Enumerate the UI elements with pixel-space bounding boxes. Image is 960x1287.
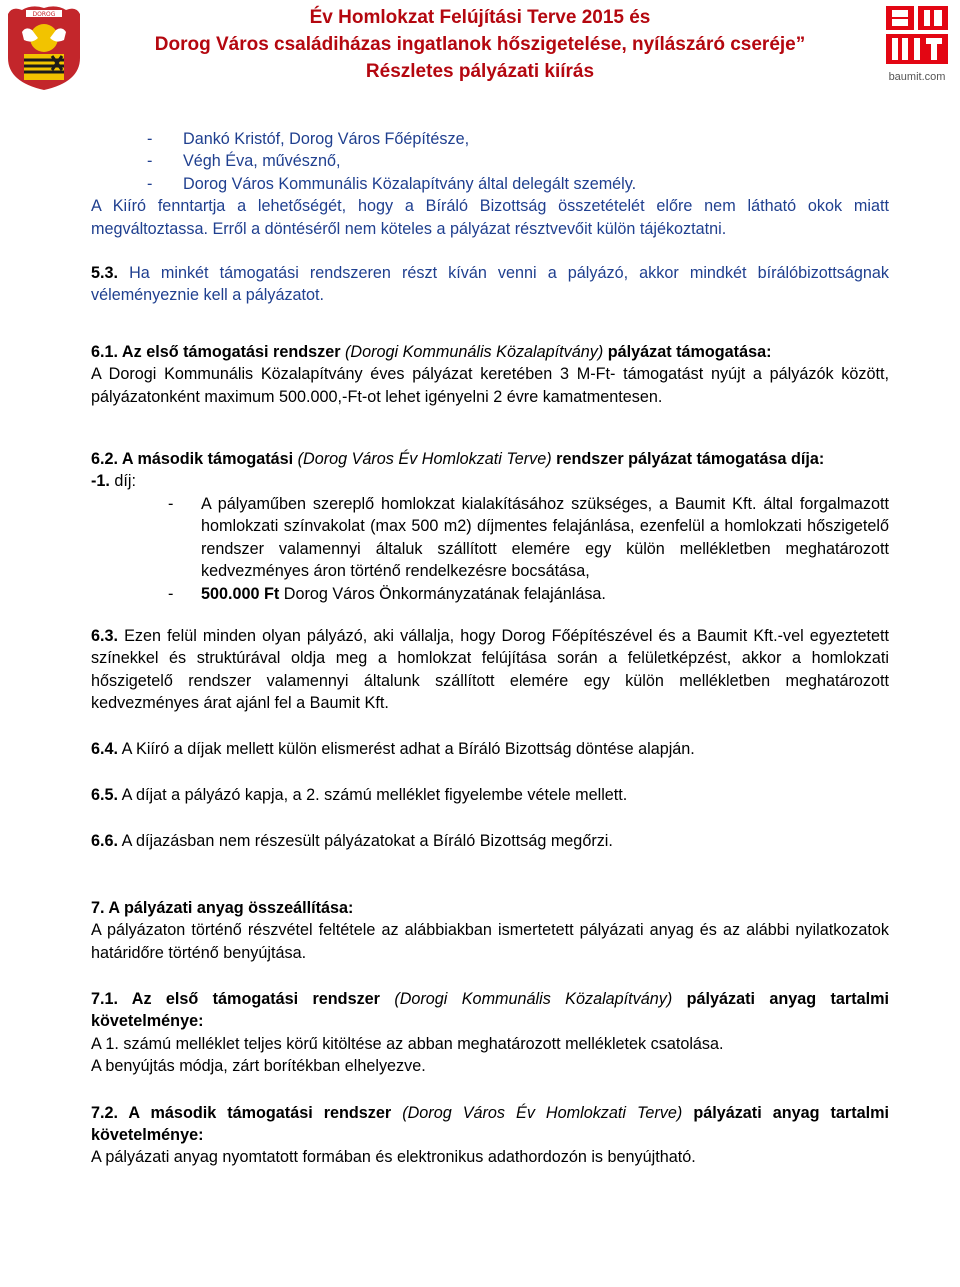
list-item: - Dankó Kristóf, Dorog Város Főépítésze, — [147, 130, 470, 148]
logo-text: baumit.com — [888, 71, 946, 83]
section-6-2-heading: 6.2. A második támogatási (Dorog Város Év Homlokzati Terve) rendszer pályázat támogatása díja: — [91, 450, 825, 469]
section-7-title: 7. A pályázati anyag összeállítása: — [91, 898, 354, 917]
jury-list — [0, 128, 889, 195]
section-7-2-line1: A pályázati anyag nyomtatott formában és elektronikus adathordozón is benyújtható. — [91, 1148, 696, 1167]
section-6-3: 6.3. Ezen felül minden olyan pályázó, aki vállalja, hogy Dorog Főépítészével és a Baumit Kft.-vel egyeztetett színekkel és struktúrával oldja meg a homlokzat felújítása során a felületképzést, akkor a homlokzati hőszigetelő rendszer valamennyi általunk szállított elemére egy külön mellékletben meghatározott kedvezményes árat ajánl fel a Baumit Kft. — [91, 626, 889, 713]
page-header — [0, 0, 960, 90]
header-title-line3: Részletes pályázati kiírás — [365, 61, 595, 82]
section-7-1-line1: A 1. számú melléklet teljes körű kitöltése az abban meghatározott mellékletek csatolása. — [91, 1034, 724, 1053]
list-item: - 500.000 Ft Dorog Város Önkormányzatának felajánlása. — [168, 584, 606, 603]
paragraph-jury-note: A Kiíró fenntartja a lehetőségét, hogy a Bíráló Bizottság összetételét előre nem látható okok miatt megváltoztassa. Erről a döntéséről nem köteles a pályázat résztvevőit külön tájékoztatni. — [91, 197, 889, 238]
header-title-line2: Dorog Város családiházas ingatlanok hőszigetelése, nyílászáró cseréje” — [154, 34, 806, 55]
list-item: - Végh Éva, művésznő, — [147, 152, 341, 171]
header-title-line1: Év Homlokzat Felújítási Terve 2015 és — [309, 7, 651, 28]
dorog-crest-logo — [2, 4, 86, 92]
section-6-4: 6.4. A Kiíró a díjak mellett külön elismerést adhat a Bíráló Bizottság döntése alapján. — [91, 739, 695, 758]
section-7-2-heading: 7.2. A második támogatási rendszer (Dorog Város Év Homlokzati Terve) pályázati anyag tartalmi követelménye: — [91, 1103, 889, 1144]
section-6-6: 6.6. A díjazásban nem részesült pályázatokat a Bíráló Bizottság megőrzi. — [91, 832, 613, 851]
document-body — [91, 128, 889, 1169]
crest-text: DOROG — [32, 11, 56, 18]
section-6-1-text: A Dorogi Kommunális Közalapítvány éves pályázat keretében 3 M-Ft- támogatást nyújt a pályázók között, pályázatonként maximum 500.000,-Ft-ot lehet igényelni 2 évre kamatmentesen. — [91, 365, 889, 406]
section-7-text: A pályázaton történő részvétel feltétele az alábbiakban ismertetett pályázati anyag és az alábbi nyilatkozatok határidőre történő benyújtása. — [91, 921, 889, 962]
section-7-1-heading: 7.1. Az első támogatási rendszer (Dorogi Kommunális Közalapítvány) pályázati anyag tartalmi követelménye: — [91, 989, 889, 1031]
prize-label: -1. díj: — [91, 472, 136, 491]
prize-list — [91, 493, 889, 605]
baumit-logo — [880, 4, 954, 84]
section-7-1-line2: A benyújtás módja, zárt borítékban elhelyezve. — [91, 1057, 426, 1076]
list-item: - A pályaműben szereplő homlokzat kialakításához szükséges, a Baumit Kft. által forgalmazott homlokzati színvakolat (max 500 m2) díjmentes felajánlása, ezenfelül a homlokzati hőszigetelő rendszer valamennyi általuk szállított elemére egy külön mellékletben meghatározott kedvezményes áron történő rendelkezésre bocsátása, — [168, 494, 889, 581]
section-6-5: 6.5. A díjat a pályázó kapja, a 2. számú melléklet figyelembe vétele mellett. — [91, 785, 628, 804]
list-item: - Dorog Város Kommunális Közalapítvány által delegált személy. — [147, 174, 637, 193]
section-6-1-heading: 6.1. Az első támogatási rendszer (Dorogi Kommunális Közalapítvány) pályázat támogatása: — [91, 342, 772, 361]
section-5-3: 5.3. Ha minkét támogatási rendszeren részt kíván venni a pályázó, akkor mindkét bírálóbizottságnak véleményeznie kell a pályázatot. — [91, 264, 889, 305]
